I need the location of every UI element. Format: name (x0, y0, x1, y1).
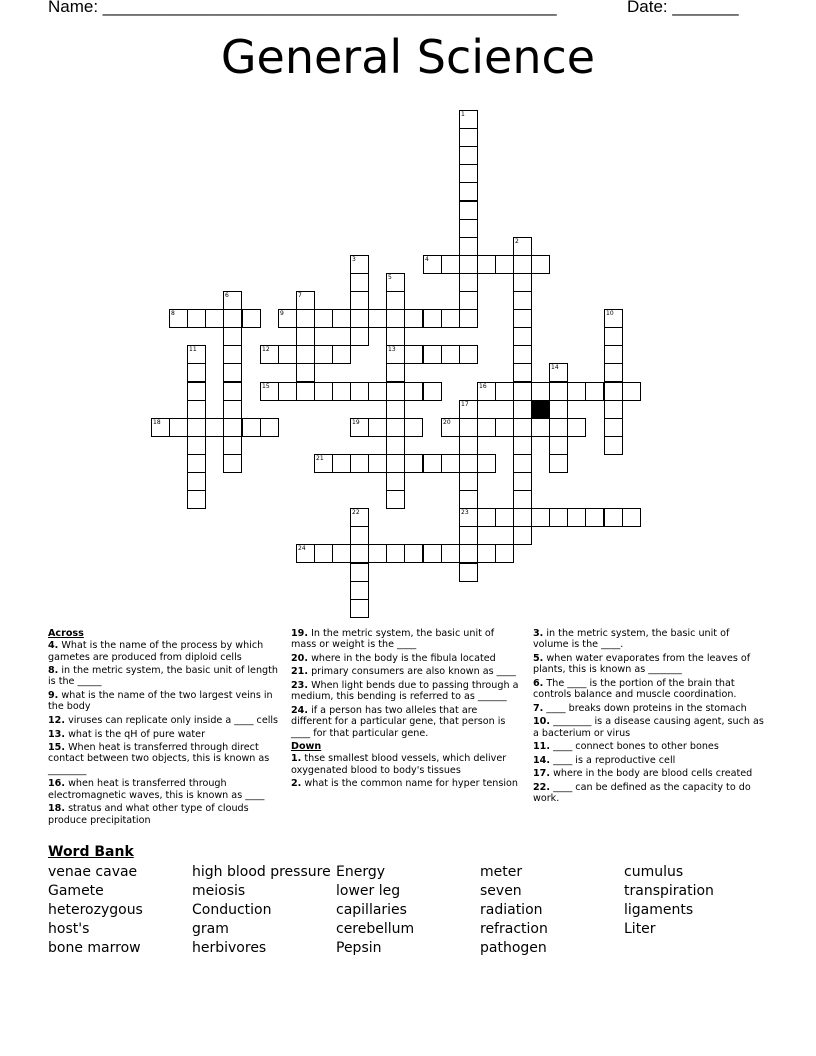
word-bank-item: meiosis (192, 883, 246, 899)
clue-across-15: 15. When heat is transferred through direct contact between two objects, this is known as ________ (48, 742, 270, 776)
grid-cell[interactable] (441, 454, 460, 473)
grid-cell[interactable] (296, 345, 315, 364)
grid-cell[interactable] (459, 128, 478, 147)
grid-block (531, 400, 550, 419)
grid-cell[interactable] (513, 345, 532, 364)
grid-cell[interactable] (278, 382, 297, 401)
grid-cell[interactable] (513, 255, 532, 274)
grid-cell[interactable] (513, 454, 532, 473)
grid-cell[interactable] (604, 327, 623, 346)
grid-cell[interactable] (567, 382, 586, 401)
grid-cell[interactable] (386, 327, 405, 346)
grid-cell[interactable] (513, 400, 532, 419)
word-bank-column-2 (192, 863, 331, 958)
clue-across-21: 21. primary consumers are also known as ____ (291, 666, 516, 678)
word-bank-item: cumulus (624, 864, 684, 880)
grid-cell[interactable] (513, 508, 532, 527)
clue-across-20: 20. where in the body is the fibula located (291, 652, 496, 664)
grid-cell[interactable] (513, 237, 532, 256)
grid-cell[interactable] (368, 418, 387, 437)
grid-cell[interactable] (495, 382, 514, 401)
grid-cell[interactable] (205, 309, 224, 328)
clue-down-3: 3. in the metric system, the basic unit of volume is the ____. (533, 628, 730, 651)
grid-cell[interactable] (223, 418, 242, 437)
grid-cell[interactable] (350, 327, 369, 346)
grid-cell[interactable] (404, 309, 423, 328)
grid-cell[interactable] (368, 544, 387, 563)
clue-across-24: 24. if a person has two alleles that are different for a particular gene, that person is ____ for that particular gene. (291, 704, 506, 739)
grid-cell[interactable] (386, 363, 405, 382)
clue-down-5: 5. when water evaporates from the leaves of plants, this is known as _______ (533, 652, 751, 676)
clue-down-14: 14. ____ is a reproductive cell (533, 754, 676, 766)
clue-number: 12 (262, 346, 270, 353)
grid-cell[interactable] (549, 400, 568, 419)
grid-cell[interactable] (386, 382, 405, 401)
grid-cell[interactable] (350, 291, 369, 310)
clues-column-2 (291, 628, 519, 792)
grid-cell[interactable] (223, 309, 242, 328)
page-title: General Science (220, 30, 596, 84)
grid-cell[interactable] (459, 563, 478, 582)
grid-cell[interactable] (350, 273, 369, 292)
grid-cell[interactable] (513, 418, 532, 437)
clues-column-1 (48, 628, 280, 828)
grid-cell[interactable] (187, 400, 206, 419)
grid-cell[interactable] (459, 237, 478, 256)
word-bank-item: meter (480, 864, 523, 880)
grid-cell[interactable] (386, 544, 405, 563)
grid-cell[interactable] (223, 436, 242, 455)
grid-cell[interactable] (314, 454, 333, 473)
grid-cell[interactable] (350, 526, 369, 545)
word-bank-item: Gamete (48, 883, 104, 899)
grid-cell[interactable] (423, 382, 442, 401)
grid-cell[interactable] (350, 454, 369, 473)
grid-cell[interactable] (187, 345, 206, 364)
grid-cell[interactable] (441, 309, 460, 328)
grid-cell[interactable] (296, 544, 315, 563)
clue-number: 8 (171, 310, 175, 317)
grid-cell[interactable] (314, 345, 333, 364)
word-bank-item: Conduction (192, 902, 272, 918)
grid-cell[interactable] (296, 382, 315, 401)
grid-cell[interactable] (477, 454, 496, 473)
clue-number: 24 (298, 545, 306, 552)
clue-number: 17 (461, 401, 469, 408)
clue-number: 11 (189, 346, 197, 353)
clue-number: 16 (479, 383, 487, 390)
grid-cell[interactable] (459, 436, 478, 455)
grid-cell[interactable] (622, 382, 641, 401)
grid-cell[interactable] (459, 309, 478, 328)
grid-cell[interactable] (513, 291, 532, 310)
clue-number: 13 (388, 346, 396, 353)
grid-cell[interactable] (278, 309, 297, 328)
clue-across-4: 4. What is the name of the process by which gametes are produced from diploid cells (48, 640, 264, 663)
grid-cell[interactable] (296, 309, 315, 328)
grid-cell[interactable] (187, 309, 206, 328)
grid-cell[interactable] (386, 454, 405, 473)
grid-cell[interactable] (223, 327, 242, 346)
grid-cell[interactable] (477, 255, 496, 274)
word-bank-item: Energy (336, 864, 386, 880)
grid-cell[interactable] (296, 291, 315, 310)
grid-cell[interactable] (423, 255, 442, 274)
grid-cell[interactable] (386, 309, 405, 328)
word-bank-item: bone marrow (48, 940, 141, 956)
clue-number: 23 (461, 509, 469, 516)
grid-cell[interactable] (549, 363, 568, 382)
grid-cell[interactable] (459, 490, 478, 509)
clue-number: 19 (352, 419, 360, 426)
grid-cell[interactable] (386, 418, 405, 437)
grid-cell[interactable] (350, 309, 369, 328)
grid-cell[interactable] (459, 472, 478, 491)
grid-cell[interactable] (441, 418, 460, 437)
clue-down-11: 11. ____ connect bones to other bones (533, 741, 719, 753)
grid-cell[interactable] (332, 382, 351, 401)
grid-cell[interactable] (350, 418, 369, 437)
grid-cell[interactable] (513, 526, 532, 545)
clue-number: 6 (225, 292, 229, 299)
grid-cell[interactable] (459, 508, 478, 527)
grid-cell[interactable] (260, 382, 279, 401)
grid-cell[interactable] (567, 508, 586, 527)
grid-cell[interactable] (441, 255, 460, 274)
down-heading: Down (291, 741, 322, 753)
grid-cell[interactable] (459, 418, 478, 437)
clue-across-12: 12. viruses can replicate only inside a ____ cells (48, 714, 279, 726)
grid-cell[interactable] (549, 418, 568, 437)
grid-cell[interactable] (314, 309, 333, 328)
word-bank-item: cerebellum (336, 921, 415, 937)
word-bank-item: herbivores (192, 940, 267, 956)
grid-cell[interactable] (332, 544, 351, 563)
word-bank-column-5 (624, 863, 714, 939)
clue-across-16: 16. when heat is transferred through electromagnetic waves, this is known as ____ (48, 778, 265, 801)
grid-cell[interactable] (169, 418, 188, 437)
word-bank-column-3 (336, 863, 414, 958)
grid-cell[interactable] (169, 309, 188, 328)
clue-across-23: 23. When light bends due to passing through a medium, this bending is referred to as ______ (291, 680, 519, 703)
grid-cell[interactable] (350, 599, 369, 618)
grid-cell[interactable] (604, 345, 623, 364)
grid-cell[interactable] (350, 581, 369, 600)
word-bank-item: high blood pressure (192, 864, 331, 880)
clue-down-1: 1. thse smallest blood vessels, which deliver oxygenated blood to body's tissues (291, 753, 507, 776)
grid-cell[interactable] (350, 563, 369, 582)
grid-cell[interactable] (187, 472, 206, 491)
clue-down-6: 6. The ____ is the portion of the brain that controls balance and muscle coordination. (533, 677, 737, 701)
grid-cell[interactable] (187, 454, 206, 473)
clue-number: 22 (352, 509, 360, 516)
grid-cell[interactable] (531, 418, 550, 437)
clue-number: 14 (551, 364, 559, 371)
grid-cell[interactable] (531, 382, 550, 401)
word-bank-item: seven (480, 883, 522, 899)
grid-cell[interactable] (549, 436, 568, 455)
grid-cell[interactable] (368, 309, 387, 328)
clue-number: 3 (352, 256, 356, 263)
grid-cell[interactable] (459, 273, 478, 292)
word-bank-item: radiation (480, 902, 543, 918)
across-heading: Across (48, 628, 84, 639)
word-bank-item: pathogen (480, 940, 547, 956)
clue-across-8: 8. in the metric system, the basic unit of length is the _____ (48, 665, 278, 688)
grid-cell[interactable] (604, 363, 623, 382)
grid-cell[interactable] (423, 309, 442, 328)
word-bank-item: lower leg (336, 883, 401, 899)
grid-cell[interactable] (404, 544, 423, 563)
grid-cell[interactable] (296, 327, 315, 346)
grid-cell[interactable] (513, 382, 532, 401)
grid-cell[interactable] (477, 418, 496, 437)
grid-cell[interactable] (459, 544, 478, 563)
grid-cell[interactable] (513, 472, 532, 491)
grid-cell[interactable] (604, 436, 623, 455)
grid-cell[interactable] (549, 454, 568, 473)
grid-cell[interactable] (459, 291, 478, 310)
grid-cell[interactable] (223, 454, 242, 473)
grid-cell[interactable] (622, 508, 641, 527)
grid-cell[interactable] (459, 164, 478, 183)
grid-cell[interactable] (314, 382, 333, 401)
clue-number: 5 (388, 274, 392, 281)
grid-cell[interactable] (459, 182, 478, 201)
grid-cell[interactable] (531, 508, 550, 527)
grid-cell[interactable] (404, 382, 423, 401)
word-bank-column-1 (48, 863, 143, 958)
grid-cell[interactable] (423, 544, 442, 563)
grid-cell[interactable] (260, 418, 279, 437)
grid-cell[interactable] (260, 345, 279, 364)
grid-cell[interactable] (350, 382, 369, 401)
word-bank-item: host's (48, 921, 90, 937)
grid-cell[interactable] (459, 526, 478, 545)
grid-cell[interactable] (404, 418, 423, 437)
grid-cell[interactable] (459, 454, 478, 473)
word-bank-item: venae cavae (48, 864, 138, 880)
grid-cell[interactable] (513, 436, 532, 455)
grid-cell[interactable] (368, 382, 387, 401)
clue-across-9: 9. what is the name of the two largest veins in the body (48, 690, 273, 713)
grid-cell[interactable] (459, 146, 478, 165)
grid-cell[interactable] (223, 382, 242, 401)
grid-cell[interactable] (386, 472, 405, 491)
grid-cell[interactable] (404, 345, 423, 364)
grid-cell[interactable] (513, 363, 532, 382)
clue-down-2: 2. what is the common name for hyper tension (291, 778, 518, 790)
word-bank-item: refraction (480, 921, 548, 937)
grid-cell[interactable] (187, 382, 206, 401)
grid-cell[interactable] (495, 418, 514, 437)
grid-cell[interactable] (386, 291, 405, 310)
clues-column-3 (533, 628, 765, 807)
grid-cell[interactable] (495, 255, 514, 274)
grid-cell[interactable] (459, 219, 478, 238)
grid-cell[interactable] (368, 454, 387, 473)
clue-down-10: 10. ________ is a disease causing agent, such as a bacterium or virus (533, 716, 764, 739)
word-bank-item: ligaments (624, 902, 694, 918)
grid-cell[interactable] (441, 345, 460, 364)
grid-cell[interactable] (242, 418, 261, 437)
clue-across-19: 19. In the metric system, the basic unit of mass or weight is the ____ (291, 628, 495, 651)
grid-cell[interactable] (604, 309, 623, 328)
grid-cell[interactable] (459, 255, 478, 274)
grid-cell[interactable] (604, 400, 623, 419)
grid-cell[interactable] (350, 508, 369, 527)
grid-cell[interactable] (423, 345, 442, 364)
grid-cell[interactable] (404, 454, 423, 473)
clue-across-18: 18. stratus and what other type of clouds produce precipitation (48, 803, 249, 826)
grid-cell[interactable] (205, 418, 224, 437)
grid-cell[interactable] (386, 400, 405, 419)
grid-cell[interactable] (459, 110, 478, 129)
grid-cell[interactable] (513, 309, 532, 328)
grid-cell[interactable] (314, 544, 333, 563)
grid-cell[interactable] (549, 508, 568, 527)
grid-cell[interactable] (604, 418, 623, 437)
grid-cell[interactable] (513, 490, 532, 509)
grid-cell[interactable] (187, 490, 206, 509)
grid-cell[interactable] (332, 309, 351, 328)
grid-cell[interactable] (278, 345, 297, 364)
grid-cell[interactable] (332, 345, 351, 364)
grid-cell[interactable] (242, 309, 261, 328)
clue-number: 20 (443, 419, 451, 426)
grid-cell[interactable] (459, 345, 478, 364)
clue-number: 1 (461, 111, 465, 118)
clue-down-22: 22. ____ can be defined as the capacity to do work. (533, 781, 751, 805)
grid-cell[interactable] (459, 201, 478, 220)
clue-down-7: 7. ____ breaks down proteins in the stomach (533, 702, 747, 714)
grid-cell[interactable] (423, 454, 442, 473)
word-bank-item: transpiration (624, 883, 714, 899)
date-field-label[interactable]: Date: _______ (627, 0, 739, 16)
clue-number: 2 (515, 238, 519, 245)
clue-across-13: 13. what is the qH of pure water (48, 728, 206, 740)
grid-cell[interactable] (223, 291, 242, 310)
word-bank-item: capillaries (336, 902, 407, 918)
word-bank-item: Pepsin (336, 940, 382, 956)
grid-cell[interactable] (441, 544, 460, 563)
grid-cell[interactable] (350, 255, 369, 274)
grid-cell[interactable] (386, 345, 405, 364)
grid-cell[interactable] (604, 508, 623, 527)
word-bank-item: gram (192, 921, 229, 937)
grid-cell[interactable] (604, 382, 623, 401)
grid-cell[interactable] (386, 273, 405, 292)
clue-number: 4 (425, 256, 429, 263)
grid-cell[interactable] (495, 508, 514, 527)
grid-cell[interactable] (386, 490, 405, 509)
grid-cell[interactable] (187, 418, 206, 437)
word-bank-item: Liter (624, 921, 656, 937)
grid-cell[interactable] (513, 273, 532, 292)
grid-cell[interactable] (477, 382, 496, 401)
grid-cell[interactable] (332, 454, 351, 473)
grid-cell[interactable] (151, 418, 170, 437)
clue-down-17: 17. where in the body are blood cells created (533, 768, 753, 780)
grid-cell[interactable] (477, 544, 496, 563)
grid-cell[interactable] (495, 544, 514, 563)
grid-cell[interactable] (296, 363, 315, 382)
clue-number: 10 (606, 310, 614, 317)
grid-cell[interactable] (223, 345, 242, 364)
grid-cell[interactable] (187, 436, 206, 455)
clue-number: 18 (153, 419, 161, 426)
grid-cell[interactable] (567, 418, 586, 437)
clue-number: 21 (316, 455, 324, 462)
name-field-label[interactable]: Name: ________________________________________________ (48, 0, 557, 16)
grid-cell[interactable] (585, 508, 604, 527)
word-bank-item: heterozygous (48, 902, 143, 918)
word-bank-heading: Word Bank (48, 844, 134, 860)
grid-cell[interactable] (513, 327, 532, 346)
clue-number: 15 (262, 383, 270, 390)
grid-cell[interactable] (459, 400, 478, 419)
grid-cell[interactable] (187, 363, 206, 382)
grid-cell[interactable] (531, 255, 550, 274)
grid-cell[interactable] (585, 382, 604, 401)
grid-cell[interactable] (223, 363, 242, 382)
word-bank-column-4 (480, 863, 548, 958)
grid-cell[interactable] (386, 436, 405, 455)
grid-cell[interactable] (223, 400, 242, 419)
grid-cell[interactable] (477, 508, 496, 527)
clue-number: 9 (280, 310, 284, 317)
grid-cell[interactable] (350, 544, 369, 563)
grid-cell[interactable] (549, 382, 568, 401)
clue-number: 7 (298, 292, 302, 299)
